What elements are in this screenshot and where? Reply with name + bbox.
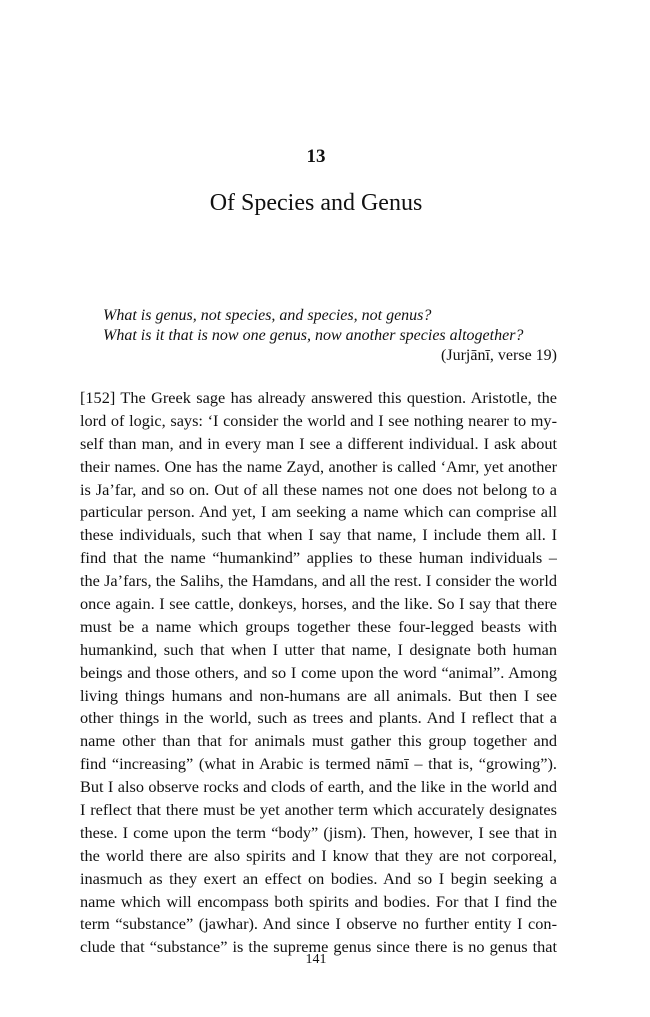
body-line: beings and those others, and so I come upon the word “animal”. Among — [80, 662, 557, 682]
body-line: clude that “substance” is the supreme genus since there is no genus that — [80, 937, 557, 957]
body-line: name other than that for animals must gather this group together and — [80, 731, 557, 751]
chapter-title: Of Species and Genus — [209, 190, 423, 216]
body-line: must be a name which groups together these four-legged beasts with — [80, 616, 557, 636]
body-text — [80, 387, 557, 959]
body-line: is Ja’far, and so on. Out of all these names not one does not belong to a — [80, 479, 557, 499]
body-line-text: The Greek sage has already answered this question. Aristotle, the — [120, 388, 557, 407]
body-line: the Ja’fars, the Salihs, the Hamdans, and all the rest. I consider the world — [80, 571, 557, 591]
body-line: other things in the world, such as trees and plants. And I reflect that a — [80, 708, 557, 728]
chapter-number: 13 — [306, 146, 326, 167]
epigraph-line: What is it that is now one genus, now another species altogether? — [103, 327, 524, 344]
body-line: term “substance” (jawhar). And since I observe no further entity I con- — [80, 914, 557, 934]
body-line: inasmuch as they exert an effect on bodies. And so I begin seeking a — [80, 868, 557, 888]
body-line: But I also observe rocks and clods of earth, and the like in the world and — [80, 777, 557, 797]
body-line: the world there are also spirits and I know that they are not corporeal, — [80, 845, 557, 865]
body-line: name which will encompass both spirits and bodies. For that I find the — [80, 891, 557, 911]
epigraph — [103, 306, 557, 366]
body-line: find that the name “humankind” applies to these human individuals – — [80, 548, 557, 568]
body-line: lord of logic, says: ‘I consider the world and I see nothing nearer to my- — [80, 410, 557, 430]
body-line: self than man, and in every man I see a different individual. I ask about — [80, 433, 557, 453]
epigraph-source: (Jurjānī, verse 19) — [441, 347, 557, 364]
page-number: 141 — [305, 952, 327, 967]
body-line: humankind, such that when I utter that name, I designate both human — [80, 639, 557, 659]
body-line — [80, 387, 557, 410]
body-line: these individuals, such that when I say that name, I include them all. I — [80, 525, 557, 545]
body-line: once again. I see cattle, donkeys, horses, and the like. So I say that there — [80, 594, 557, 614]
body-line: living things humans and non-humans are all animals. But then I see — [80, 685, 557, 705]
body-line: their names. One has the name Zayd, another is called ‘Amr, yet another — [80, 456, 557, 476]
paragraph-number: [152] — [80, 388, 116, 407]
body-line: I reflect that there must be yet another term which accurately designates — [80, 800, 557, 820]
body-line: particular person. And yet, I am seeking a name which can comprise all — [80, 502, 557, 522]
body-line: these. I come upon the term “body” (jism). Then, however, I see that in — [80, 822, 557, 842]
body-line: find “increasing” (what in Arabic is termed nāmī – that is, “growing”). — [80, 754, 557, 774]
epigraph-line: What is genus, not species, and species, not genus? — [103, 307, 432, 324]
